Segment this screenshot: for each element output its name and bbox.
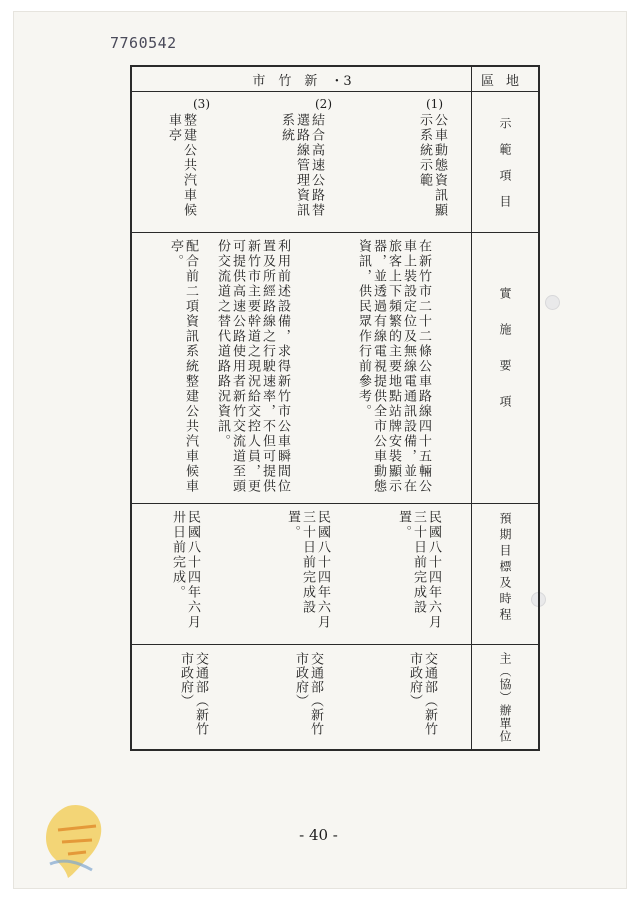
row-label-content: 實施要項 [498,287,512,431]
project-title-1: 公車動態資訊顯示系統示範 [417,113,447,218]
archive-logo-icon [38,800,116,880]
schedule-1: 民國八十四年六月三十日前完成設置。 [396,510,441,630]
region-label: 區地 [480,73,531,89]
binding-hole-top [545,295,560,310]
item-number-2: (2) [315,97,332,111]
project-title-2: 結合高速公路替選路線管理資訊系統 [279,113,324,218]
item-number-1: (1) [426,97,443,111]
content-1: 在新竹市二十二條公車路線四十五輛公車上裝設定位及無線電通訊設備，並在旅客上下頻繁的主要地點站牌安裝顯示器，並透過有線電視提供全市公車動態資訊，供民眾作行前參考。 [356,239,431,494]
project-title-3: 整建公共汽車候車亭 [166,113,196,218]
schedule-2: 民國八十四年六月三十日前完成設置。 [285,510,330,630]
content-2: 利用前述設備，求得新竹市公車瞬間位置及所經路線之行駛速率，不但可提供新竹市主要幹道之現況給交控人員，更可提供高速公路使用者新竹交流道至頭份交流道之替代道路路況資訊。 [215,239,290,494]
agency-1: 交通部（新竹市政府） [407,652,437,736]
page-number: - 40 - [299,826,338,844]
schedule-3: 民國八十四年六月卅日前完成。 [170,510,200,630]
row-label-agency: 主（協）辦單位 [498,652,512,743]
agency-3: 交通部（新竹市政府） [178,652,208,736]
row-label-project: 示範項目 [498,117,512,221]
project-table [130,65,540,751]
document-number: 7760542 [110,34,177,52]
agency-2: 交通部（新竹市政府） [293,652,323,736]
row-label-schedule: 預期目標及時程 [498,512,512,624]
item-number-3: (3) [193,97,210,111]
content-3: 配合前二項資訊系統整建公共汽車候車亭。 [168,239,198,494]
table-title: 市 竹 新 ・3 [252,73,352,89]
